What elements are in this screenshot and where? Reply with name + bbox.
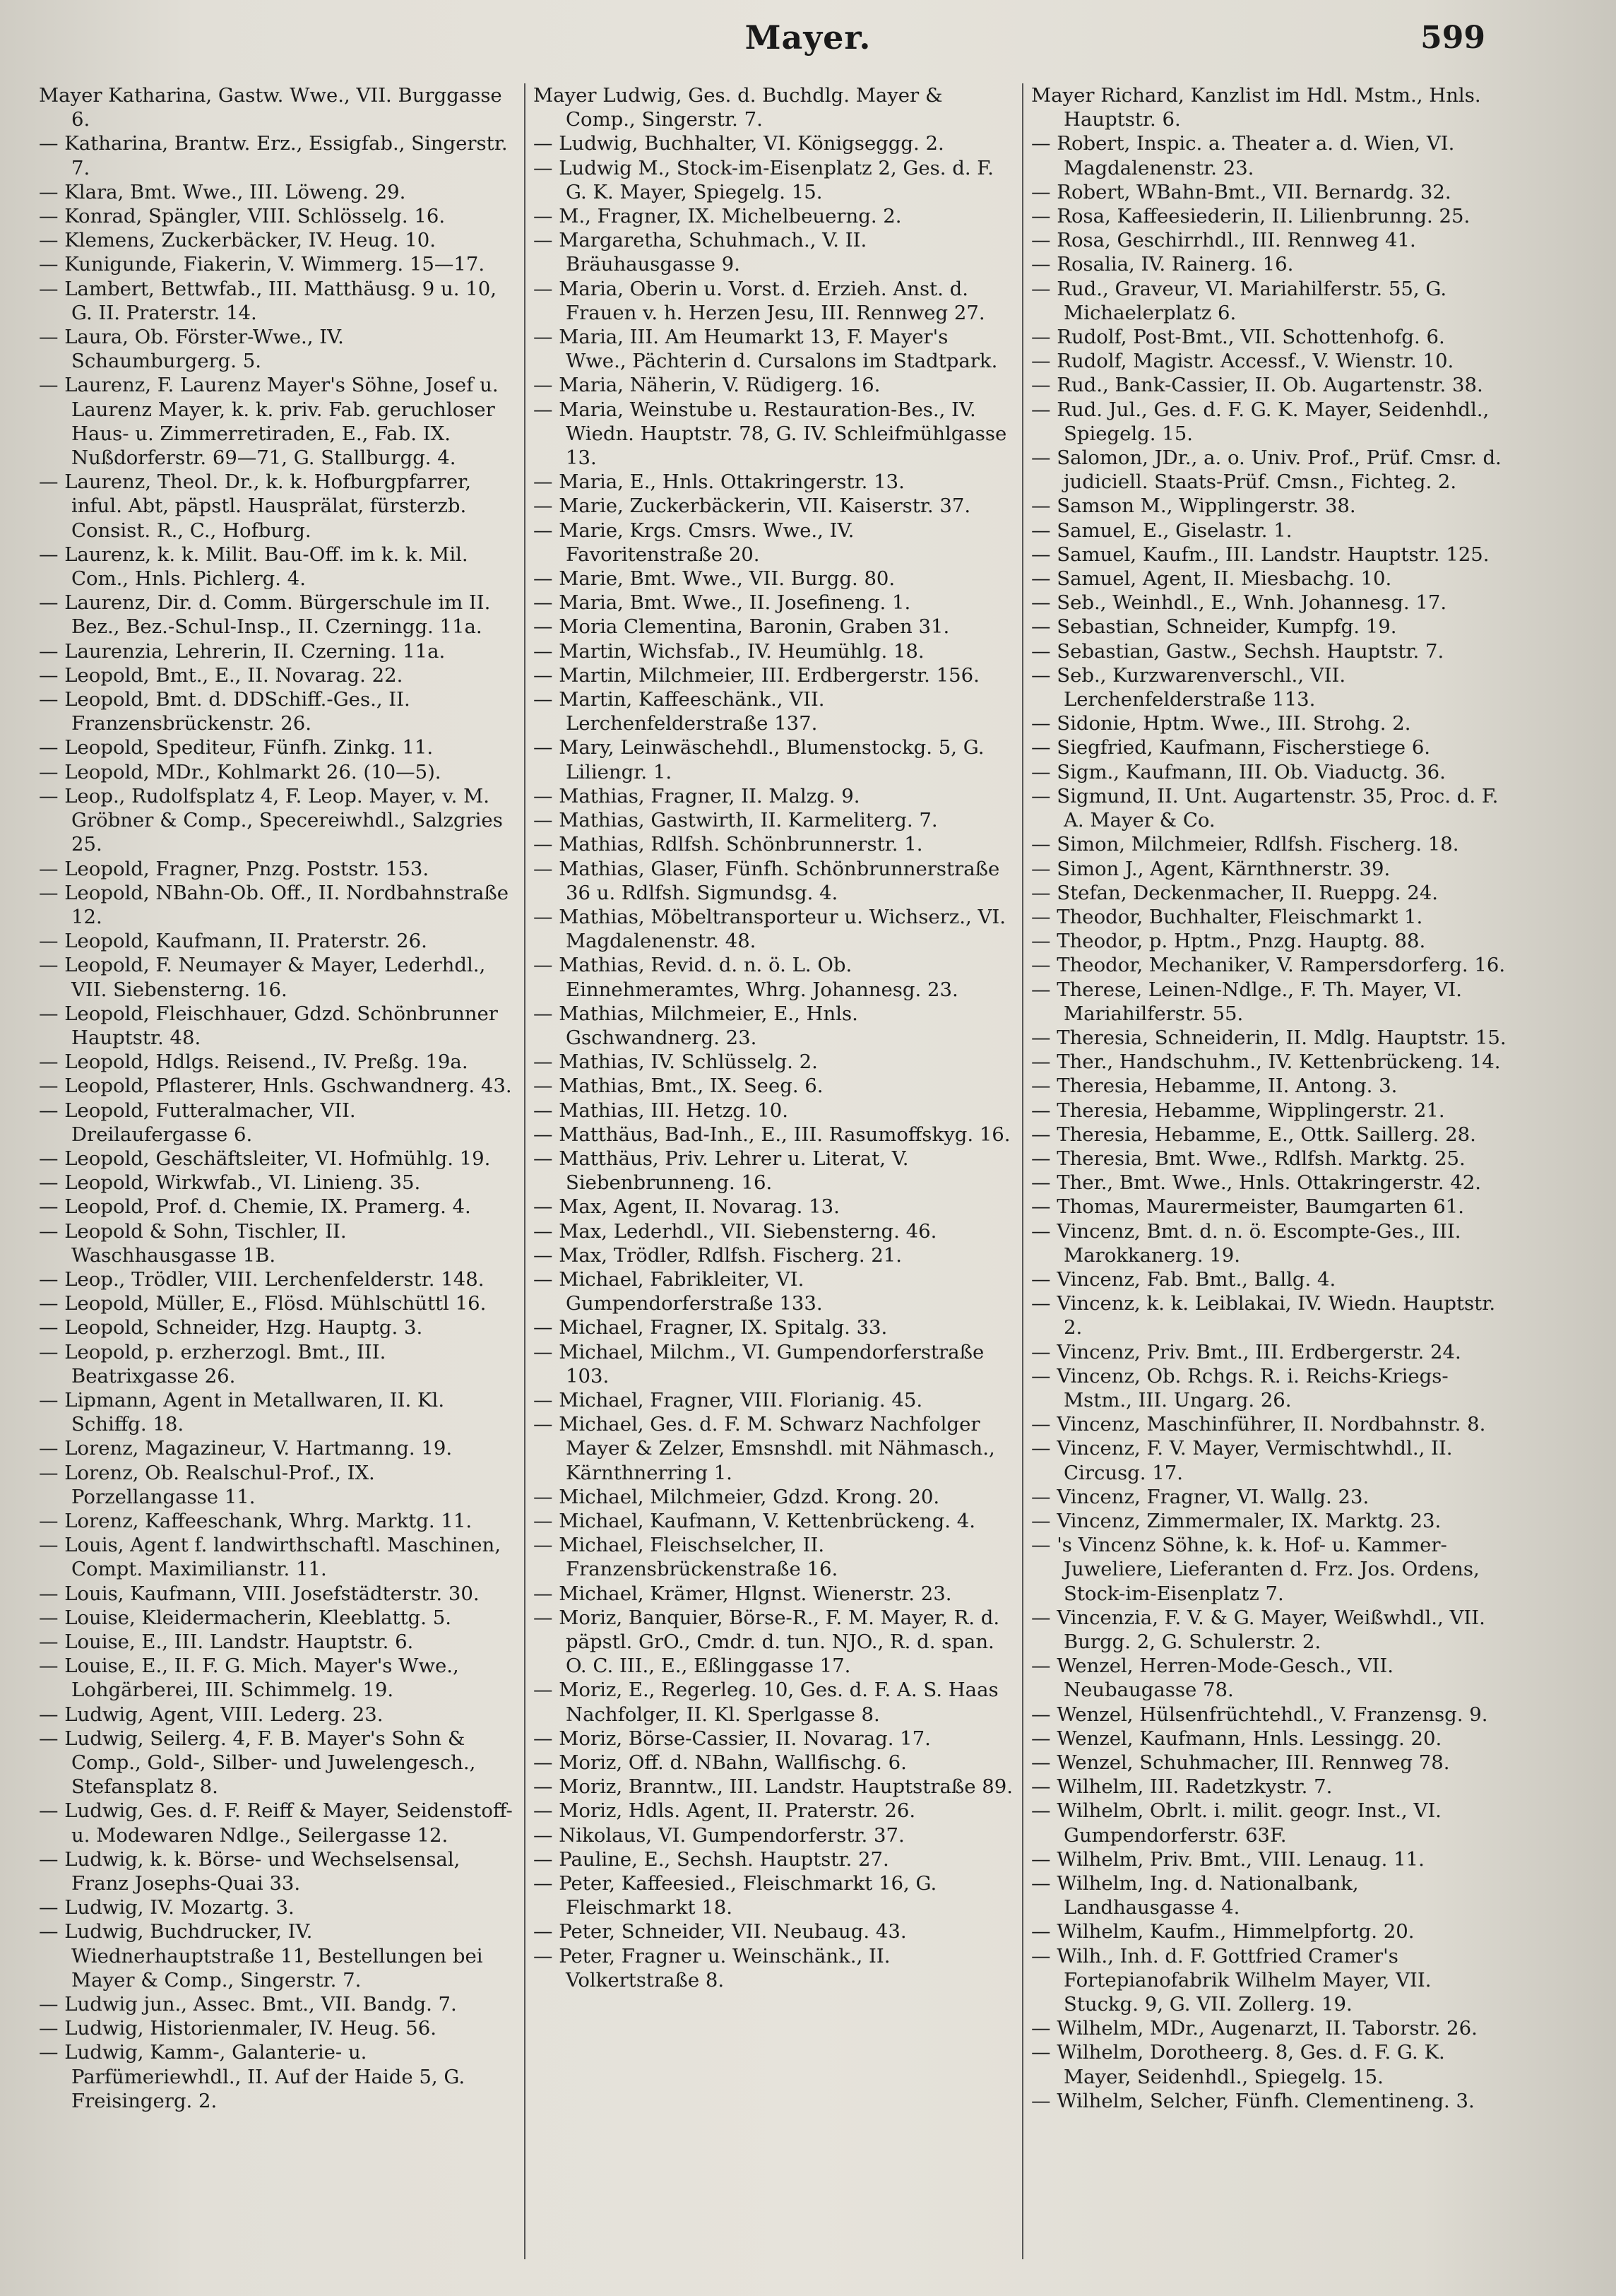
- column-middle: [533, 83, 1014, 2259]
- directory-entry: — Mathias, Milchmeier, E., Hnls. Gschwandnerg. 23.: [533, 1002, 858, 1049]
- directory-entry: — Moriz, Banquier, Börse-R., F. M. Mayer, R. d. päpstl. GrO., Cmdr. d. tun. NJO., R. d. span. O. C. III., E., Eßlinggasse 17.: [533, 1606, 1000, 1678]
- directory-entry: — Theresia, Hebamme, II. Antong. 3.: [1031, 1075, 1398, 1098]
- directory-entry: — Wilhelm, Priv. Bmt., VIII. Lenaug. 11.: [1031, 1847, 1425, 1871]
- directory-entry: — Theodor, p. Hptm., Pnzg. Hauptg. 88.: [1031, 930, 1426, 953]
- directory-entry: — Matthäus, Bad-Inh., E., III. Rasumoffskyg. 16.: [533, 1123, 1011, 1146]
- directory-entry: — Mathias, Fragner, II. Malzg. 9.: [533, 784, 860, 807]
- directory-entry: — Samuel, E., Giselastr. 1.: [1031, 519, 1293, 542]
- directory-entry: — Katharina, Brantw. Erz., Essigfab., Singerstr. 7.: [39, 132, 508, 179]
- directory-entry: — Rosalia, IV. Rainerg. 16.: [1031, 253, 1294, 276]
- directory-entry: — Maria, Weinstube u. Restauration-Bes., IV. Wiedn. Hauptstr. 78, G. IV. Schleifmühlgasse 13.: [533, 398, 1007, 470]
- directory-entry: — Pauline, E., Sechsh. Hauptstr. 27.: [533, 1847, 889, 1871]
- directory-entry: — Ther., Bmt. Wwe., Hnls. Ottakringerstr. 42.: [1031, 1171, 1482, 1195]
- directory-entry: — Mathias, Glaser, Fünfh. Schönbrunnerstraße 36 u. Rdlfsh. Sigmundsg. 4.: [533, 857, 1000, 904]
- directory-entry: — Leopold, Hdlgs. Reisend., IV. Preßg. 19a.: [39, 1051, 468, 1074]
- directory-entry: — Ludwig, Buchdrucker, IV. Wiednerhauptstraße 11, Bestellungen bei Mayer & Comp., Singerstr. 7.: [39, 1920, 483, 1992]
- directory-entry: — Ludwig, Kamm-, Galanterie- u. Parfümeriewhdl., II. Auf der Haide 5, G. Freisingerg. 2.: [39, 2041, 465, 2112]
- directory-entry: — Leopold, Schneider, Hzg. Hauptg. 3.: [39, 1316, 423, 1339]
- directory-entry: — Sigm., Kaufmann, III. Ob. Viaductg. 36.: [1031, 760, 1446, 783]
- directory-entry: — Rosa, Geschirrhdl., III. Rennweg 41.: [1031, 229, 1416, 252]
- directory-entry: — Sebastian, Schneider, Kumpfg. 19.: [1031, 615, 1397, 639]
- directory-entry: — Louise, E., II. F. G. Mich. Mayer's Wwe., Lohgärberei, III. Schimmelg. 19.: [39, 1655, 459, 1702]
- directory-entry: — Moriz, Hdls. Agent, II. Praterstr. 26.: [533, 1799, 916, 1823]
- directory-entry: — Konrad, Spängler, VIII. Schlösselg. 16.: [39, 205, 446, 228]
- directory-entry: — Michael, Milchm., VI. Gumpendorferstraße 103.: [533, 1340, 985, 1387]
- directory-entry: — Leopold, MDr., Kohlmarkt 26. (10—5).: [39, 760, 441, 783]
- directory-entry: — Maria, Näherin, V. Rüdigerg. 16.: [533, 374, 881, 397]
- directory-entry: — Ludwig, Historienmaler, IV. Heug. 56.: [39, 2017, 436, 2040]
- directory-entry: — Vincenz, Fragner, VI. Wallg. 23.: [1031, 1485, 1370, 1508]
- column-right: [1031, 83, 1511, 2259]
- page-header: [0, 6, 1616, 76]
- directory-entry: — Wenzel, Hülsenfrüchtehdl., V. Franzensg. 9.: [1031, 1703, 1488, 1726]
- directory-entry: Mayer Katharina, Gastw. Wwe., VII. Burggasse 6.: [39, 84, 502, 131]
- column-left: [39, 83, 513, 2259]
- directory-entry: — Lambert, Bettwfab., III. Matthäusg. 9 u. 10, G. II. Praterstr. 14.: [39, 277, 497, 324]
- directory-entry: — Theresia, Hebamme, E., Ottk. Saillerg. 28.: [1031, 1123, 1476, 1146]
- directory-entry: — Thomas, Maurermeister, Baumgarten 61.: [1031, 1195, 1464, 1219]
- directory-entry: — Theresia, Hebamme, Wipplingerstr. 21.: [1031, 1099, 1445, 1122]
- directory-entry: — Leopold, Kaufmann, II. Praterstr. 26.: [39, 930, 427, 953]
- directory-entry: — Theresia, Schneiderin, II. Mdlg. Hauptstr. 15.: [1031, 1026, 1507, 1049]
- directory-entry: — Leopold, F. Neumayer & Mayer, Lederhdl., VII. Siebensterng. 16.: [39, 954, 486, 1001]
- directory-entry: — Moriz, E., Regerleg. 10, Ges. d. F. A. S. Haas Nachfolger, II. Kl. Sperlgasse 8.: [533, 1679, 999, 1726]
- directory-entry: — Wenzel, Kaufmann, Hnls. Lessingg. 20.: [1031, 1727, 1442, 1750]
- directory-entry: — Peter, Schneider, VII. Neubaug. 43.: [533, 1920, 907, 1943]
- directory-entry: — Wilhelm, Selcher, Fünfh. Clementineng. 3.: [1031, 2089, 1475, 2112]
- directory-entry: — Leopold, Prof. d. Chemie, IX. Pramerg. 4.: [39, 1195, 471, 1219]
- directory-entry: — Samuel, Kaufm., III. Landstr. Hauptstr. 125.: [1031, 543, 1490, 566]
- directory-entry: — Kunigunde, Fiakerin, V. Wimmerg. 15—17.: [39, 253, 485, 276]
- directory-entry: — Laurenz, Theol. Dr., k. k. Hofburgpfarrer, inful. Abt, päpstl. Hausprälat, fürsterzb. Consist. R., C., Hofburg.: [39, 471, 471, 542]
- directory-entry: — Mathias, Möbeltransporteur u. Wichserz., VI. Magdalenenstr. 48.: [533, 905, 1006, 953]
- directory-entry: Mayer Richard, Kanzlist im Hdl. Mstm., Hnls. Hauptstr. 6.: [1031, 84, 1481, 131]
- directory-entry: — Leopold, p. erzherzogl. Bmt., III. Beatrixgasse 26.: [39, 1340, 386, 1387]
- directory-entry: — Peter, Fragner u. Weinschänk., II. Volkertstraße 8.: [533, 1944, 891, 1992]
- directory-entry: — Mathias, Rdlfsh. Schönbrunnerstr. 1.: [533, 833, 923, 856]
- directory-entry: — Leopold, NBahn-Ob. Off., II. Nordbahnstraße 12.: [39, 881, 509, 928]
- directory-entry: — Simon J., Agent, Kärnthnerstr. 39.: [1031, 857, 1391, 880]
- directory-entry: — Martin, Kaffeeschänk., VII. Lerchenfelderstraße 137.: [533, 688, 825, 735]
- directory-entry: — Ludwig, Seilerg. 4, F. B. Mayer's Sohn & Comp., Gold-, Silber- und Juwelengesch., Stefansplatz 8.: [39, 1727, 476, 1799]
- directory-entry: — Samuel, Agent, II. Miesbachg. 10.: [1031, 567, 1392, 591]
- directory-entry: — Rud. Jul., Ges. d. F. G. K. Mayer, Seidenhdl., Spiegelg. 15.: [1031, 398, 1490, 445]
- directory-entry: — Theodor, Buchhalter, Fleischmarkt 1.: [1031, 905, 1423, 928]
- directory-entry: — Vincenz, F. V. Mayer, Vermischtwhdl., II. Circusg. 17.: [1031, 1437, 1453, 1484]
- directory-entry: — Vincenz, Ob. Rchgs. R. i. Reichs-Kriegs-Mstm., III. Ungarg. 26.: [1031, 1364, 1449, 1412]
- directory-entry: — Lorenz, Ob. Realschul-Prof., IX. Porzellangasse 11.: [39, 1461, 375, 1508]
- directory-entry: — Michael, Fragner, IX. Spitalg. 33.: [533, 1316, 888, 1339]
- directory-entry: — Leopold, Müller, E., Flösd. Mühlschüttl 16.: [39, 1292, 487, 1315]
- directory-entry: — Sidonie, Hptm. Wwe., III. Strohg. 2.: [1031, 712, 1411, 735]
- directory-entry: — Louis, Kaufmann, VIII. Josefstädterstr. 30.: [39, 1582, 480, 1605]
- directory-entry: — Leopold, Geschäftsleiter, VI. Hofmühlg. 19.: [39, 1147, 491, 1170]
- directory-entry: — Ludwig, Buchhalter, VI. Königseggg. 2.: [533, 132, 944, 155]
- directory-entry: — Laurenzia, Lehrerin, II. Czerning. 11a.: [39, 639, 446, 663]
- directory-entry: — Nikolaus, VI. Gumpendorferstr. 37.: [533, 1823, 905, 1847]
- directory-entry: — Ludwig M., Stock-im-Eisenplatz 2, Ges. d. F. G. K. Mayer, Spiegelg. 15.: [533, 156, 994, 203]
- directory-entry: — Michael, Ges. d. F. M. Schwarz Nachfolger Mayer & Zelzer, Emsnshdl. mit Nähmasch., Kärnthnerring 1.: [533, 1413, 995, 1484]
- directory-entry: — Stefan, Deckenmacher, II. Rueppg. 24.: [1031, 881, 1438, 904]
- directory-entry: — Leopold, Bmt. d. DDSchiff.-Ges., II. Franzensbrückenstr. 26.: [39, 688, 410, 735]
- directory-entry: — Mathias, III. Hetzg. 10.: [533, 1099, 789, 1122]
- directory-entry: — Ludwig, Ges. d. F. Reiff & Mayer, Seidenstoff- u. Modewaren Ndlge., Seilergasse 12.: [39, 1799, 513, 1847]
- directory-entry: — 's Vincenz Söhne, k. k. Hof- u. Kammer-Juweliere, Lieferanten d. Frz. Jos. Ordens, Stock-im-Eisenplatz 7.: [1031, 1534, 1480, 1605]
- directory-entry: — Michael, Fabrikleiter, VI. Gumpendorferstraße 133.: [533, 1267, 823, 1315]
- directory-entry: — Laurenz, F. Laurenz Mayer's Söhne, Josef u. Laurenz Mayer, k. k. priv. Fab. geruchloser Haus- u. Zimmerretiraden, E., Fab. IX. Nußdorferstr. 69—71, G. Stallburgg. 4.: [39, 374, 499, 470]
- directory-entry: — Vincenz, Fab. Bmt., Ballg. 4.: [1031, 1267, 1336, 1291]
- directory-entry: — Michael, Fragner, VIII. Florianig. 45.: [533, 1388, 923, 1412]
- directory-entry: — Wilhelm, MDr., Augenarzt, II. Taborstr. 26.: [1031, 2017, 1478, 2040]
- directory-entry: — Marie, Krgs. Cmsrs. Wwe., IV. Favoritenstraße 20.: [533, 519, 855, 566]
- directory-entry: — Louise, E., III. Landstr. Hauptstr. 6.: [39, 1631, 414, 1653]
- directory-entry: — Theresia, Bmt. Wwe., Rdlfsh. Marktg. 25.: [1031, 1147, 1466, 1170]
- directory-entry: — Wenzel, Herren-Mode-Gesch., VII. Neubaugasse 78.: [1031, 1655, 1394, 1702]
- directory-entry: — Leop., Trödler, VIII. Lerchenfelderstr. 148.: [39, 1267, 485, 1291]
- directory-entry: — Leopold, Pflasterer, Hnls. Gschwandnerg. 43.: [39, 1075, 512, 1098]
- directory-entry: — Leopold, Fragner, Pnzg. Poststr. 153.: [39, 857, 429, 880]
- directory-entry: — Lorenz, Kaffeeschank, Whrg. Marktg. 11.: [39, 1509, 473, 1532]
- directory-entry: — Moria Clementina, Baronin, Graben 31.: [533, 615, 950, 639]
- directory-entry: — Wilhelm, Kaufm., Himmelpfortg. 20.: [1031, 1920, 1415, 1943]
- directory-entry: — Lipmann, Agent in Metallwaren, II. Kl. Schiffg. 18.: [39, 1388, 445, 1436]
- directory-entry: Mayer Ludwig, Ges. d. Buchdlg. Mayer & Comp., Singerstr. 7.: [533, 84, 943, 131]
- directory-entry: — Michael, Milchmeier, Gdzd. Krong. 20.: [533, 1485, 940, 1508]
- directory-entry: — Ludwig, Agent, VIII. Lederg. 23.: [39, 1703, 384, 1726]
- directory-entry: — Lorenz, Magazineur, V. Hartmanng. 19.: [39, 1437, 453, 1460]
- directory-entry: — Louis, Agent f. landwirthschaftl. Maschinen, Compt. Maximilianstr. 11.: [39, 1534, 501, 1581]
- directory-entry: — Robert, Inspic. a. Theater a. d. Wien, VI. Magdalenenstr. 23.: [1031, 132, 1455, 179]
- directory-entry: — Leopold & Sohn, Tischler, II. Waschhausgasse 1B.: [39, 1219, 347, 1267]
- directory-entry: — Vincenz, Zimmermaler, IX. Marktg. 23.: [1031, 1509, 1442, 1532]
- page-title: Mayer.: [744, 18, 872, 57]
- directory-entry: — Leopold, Futteralmacher, VII. Dreilaufergasse 6.: [39, 1099, 356, 1146]
- directory-entry: — Moriz, Börse-Cassier, II. Novarag. 17.: [533, 1727, 931, 1750]
- directory-entry: — M., Fragner, IX. Michelbeuerng. 2.: [533, 205, 902, 228]
- directory-entry: — Wilhelm, Ing. d. Nationalbank, Landhausgasse 4.: [1031, 1872, 1359, 1919]
- directory-entry: — Marie, Zuckerbäckerin, VII. Kaiserstr. 37.: [533, 495, 971, 518]
- directory-entry: — Margaretha, Schuhmach., V. II. Bräuhausgasse 9.: [533, 229, 867, 276]
- directory-entry: — Wilhelm, III. Radetzkystr. 7.: [1031, 1775, 1333, 1799]
- directory-entry: — Leopold, Wirkwfab., VI. Linieng. 35.: [39, 1171, 421, 1195]
- directory-entry: — Mathias, Gastwirth, II. Karmeliterg. 7.: [533, 809, 938, 832]
- directory-entry: — Ther., Handschuhm., IV. Kettenbrückeng. 14.: [1031, 1051, 1501, 1074]
- directory-entry: — Ludwig, IV. Mozartg. 3.: [39, 1896, 295, 1919]
- directory-entry: — Michael, Fleischselcher, II. Franzensbrückenstraße 16.: [533, 1534, 838, 1581]
- directory-entry: — Salomon, JDr., a. o. Univ. Prof., Prüf. Cmsr. d. judiciell. Staats-Prüf. Cmsn., Fichteg. 2.: [1031, 446, 1502, 494]
- directory-entry: — Max, Agent, II. Novarag. 13.: [533, 1195, 840, 1219]
- directory-entry: — Rud., Graveur, VI. Mariahilferstr. 55, G. Michaelerplatz 6.: [1031, 277, 1447, 324]
- directory-entry: — Max, Lederhdl., VII. Siebensterng. 46.: [533, 1219, 937, 1243]
- directory-entry: — Theodor, Mechaniker, V. Rampersdorferg. 16.: [1031, 954, 1506, 977]
- directory-entry: — Simon, Milchmeier, Rdlfsh. Fischerg. 18.: [1031, 833, 1459, 856]
- directory-entry: — Rud., Bank-Cassier, II. Ob. Augartenstr. 38.: [1031, 374, 1483, 397]
- directory-entry: — Louise, Kleidermacherin, Kleeblattg. 5.: [39, 1606, 451, 1629]
- directory-entry: — Seb., Kurzwarenverschl., VII. Lerchenfelderstraße 113.: [1031, 663, 1346, 711]
- directory-columns: [39, 83, 1511, 2259]
- directory-entry: — Martin, Milchmeier, III. Erdbergerstr. 156.: [533, 663, 980, 687]
- directory-entry: — Robert, WBahn-Bmt., VII. Bernardg. 32.: [1031, 180, 1451, 203]
- directory-entry: — Mathias, IV. Schlüsselg. 2.: [533, 1051, 818, 1074]
- directory-entry: — Seb., Weinhdl., E., Wnh. Johannesg. 17.: [1031, 591, 1447, 615]
- directory-entry: — Vincenz, Maschinführer, II. Nordbahnstr. 8.: [1031, 1413, 1486, 1436]
- directory-entry: — Maria, Bmt. Wwe., II. Josefineng. 1.: [533, 591, 911, 615]
- directory-entry: — Sigmund, II. Unt. Augartenstr. 35, Proc. d. F. A. Mayer & Co.: [1031, 784, 1499, 832]
- directory-entry: — Peter, Kaffeesied., Fleischmarkt 16, G. Fleischmarkt 18.: [533, 1872, 937, 1919]
- directory-entry: — Leopold, Spediteur, Fünfh. Zinkg. 11.: [39, 736, 434, 759]
- directory-entry: — Mary, Leinwäschehdl., Blumenstockg. 5, G. Liliengr. 1.: [533, 736, 985, 783]
- directory-entry: — Klara, Bmt. Wwe., III. Löweng. 29.: [39, 180, 406, 203]
- directory-entry: — Vincenz, Bmt. d. n. ö. Escompte-Ges., III. Marokkanerg. 19.: [1031, 1219, 1461, 1267]
- directory-entry: — Maria, E., Hnls. Ottakringerstr. 13.: [533, 471, 905, 494]
- directory-entry: — Therese, Leinen-Ndlge., F. Th. Mayer, VI. Mariahilferstr. 55.: [1031, 978, 1462, 1025]
- directory-entry: — Samson M., Wipplingerstr. 38.: [1031, 495, 1356, 518]
- directory-entry: — Laura, Ob. Förster-Wwe., IV. Schaumburgerg. 5.: [39, 326, 344, 373]
- directory-entry: — Maria, Oberin u. Vorst. d. Erzieh. Anst. d. Frauen v. h. Herzen Jesu, III. Rennweg 27.: [533, 277, 985, 324]
- directory-entry: — Max, Trödler, Rdlfsh. Fischerg. 21.: [533, 1243, 903, 1267]
- directory-entry: — Vincenzia, F. V. & G. Mayer, Weißwhdl., VII. Burgg. 2, G. Schulerstr. 2.: [1031, 1606, 1485, 1653]
- directory-entry: — Vincenz, k. k. Leiblakai, IV. Wiedn. Hauptstr. 2.: [1031, 1292, 1496, 1339]
- directory-entry: — Ludwig, k. k. Börse- und Wechselsensal, Franz Josephs-Quai 33.: [39, 1847, 461, 1895]
- directory-entry: — Michael, Kaufmann, V. Kettenbrückeng. 4.: [533, 1509, 976, 1532]
- directory-entry: — Wilhelm, Dorotheerg. 8, Ges. d. F. G. K. Mayer, Seidenhdl., Spiegelg. 15.: [1031, 2041, 1445, 2088]
- directory-entry: — Moriz, Off. d. NBahn, Wallfischg. 6.: [533, 1751, 907, 1775]
- directory-entry: — Michael, Krämer, Hlgnst. Wienerstr. 23.: [533, 1582, 952, 1605]
- directory-entry: — Siegfried, Kaufmann, Fischerstiege 6.: [1031, 736, 1431, 759]
- directory-entry: — Marie, Bmt. Wwe., VII. Burgg. 80.: [533, 567, 896, 591]
- directory-entry: — Laurenz, Dir. d. Comm. Bürgerschule im II. Bez., Bez.-Schul-Insp., II. Czerningg. 11a.: [39, 591, 491, 639]
- directory-entry: — Maria, III. Am Heumarkt 13, F. Mayer's Wwe., Pächterin d. Cursalons im Stadtpark.: [533, 326, 998, 373]
- directory-entry: — Moriz, Branntw., III. Landstr. Hauptstraße 89.: [533, 1775, 1013, 1799]
- directory-entry: — Rudolf, Magistr. Accessf., V. Wienstr. 10.: [1031, 350, 1454, 373]
- directory-entry: — Mathias, Revid. d. n. ö. L. Ob. Einnehmeramtes, Whrg. Johannesg. 23.: [533, 954, 958, 1001]
- directory-entry: — Vincenz, Priv. Bmt., III. Erdbergerstr. 24.: [1031, 1340, 1461, 1363]
- directory-entry: — Wilh., Inh. d. F. Gottfried Cramer's Fortepianofabrik Wilhelm Mayer, VII. Stuckg. 9, G. VII. Zollerg. 19.: [1031, 1944, 1432, 2016]
- directory-entry: — Martin, Wichsfab., IV. Heumühlg. 18.: [533, 639, 925, 663]
- directory-entry: — Sebastian, Gastw., Sechsh. Hauptstr. 7.: [1031, 639, 1444, 663]
- directory-entry: — Rosa, Kaffeesiederin, II. Lilienbrunng. 25.: [1031, 205, 1471, 228]
- directory-entry: — Wilhelm, Obrlt. i. milit. geogr. Inst., VI. Gumpendorferstr. 63F.: [1031, 1799, 1442, 1847]
- directory-entry: — Laurenz, k. k. Milit. Bau-Off. im k. k. Mil. Com., Hnls. Pichlerg. 4.: [39, 543, 468, 591]
- directory-entry: — Klemens, Zuckerbäcker, IV. Heug. 10.: [39, 229, 436, 252]
- page-number: 599: [1420, 20, 1485, 56]
- directory-entry: — Ludwig jun., Assec. Bmt., VII. Bandg. 7.: [39, 1993, 457, 2016]
- directory-entry: — Leop., Rudolfsplatz 4, F. Leop. Mayer, v. M. Gröbner & Comp., Specereiwhdl., Salzgries 25.: [39, 784, 503, 856]
- directory-entry: — Leopold, Fleischhauer, Gdzd. Schönbrunner Hauptstr. 48.: [39, 1002, 498, 1049]
- directory-entry: — Leopold, Bmt., E., II. Novarag. 22.: [39, 663, 403, 687]
- directory-entry: — Wenzel, Schuhmacher, III. Rennweg 78.: [1031, 1751, 1450, 1775]
- directory-entry: — Rudolf, Post-Bmt., VII. Schottenhofg. 6.: [1031, 326, 1445, 349]
- directory-entry: — Matthäus, Priv. Lehrer u. Literat, V. Siebenbrunneng. 16.: [533, 1147, 909, 1195]
- directory-entry: — Mathias, Bmt., IX. Seeg. 6.: [533, 1075, 824, 1098]
